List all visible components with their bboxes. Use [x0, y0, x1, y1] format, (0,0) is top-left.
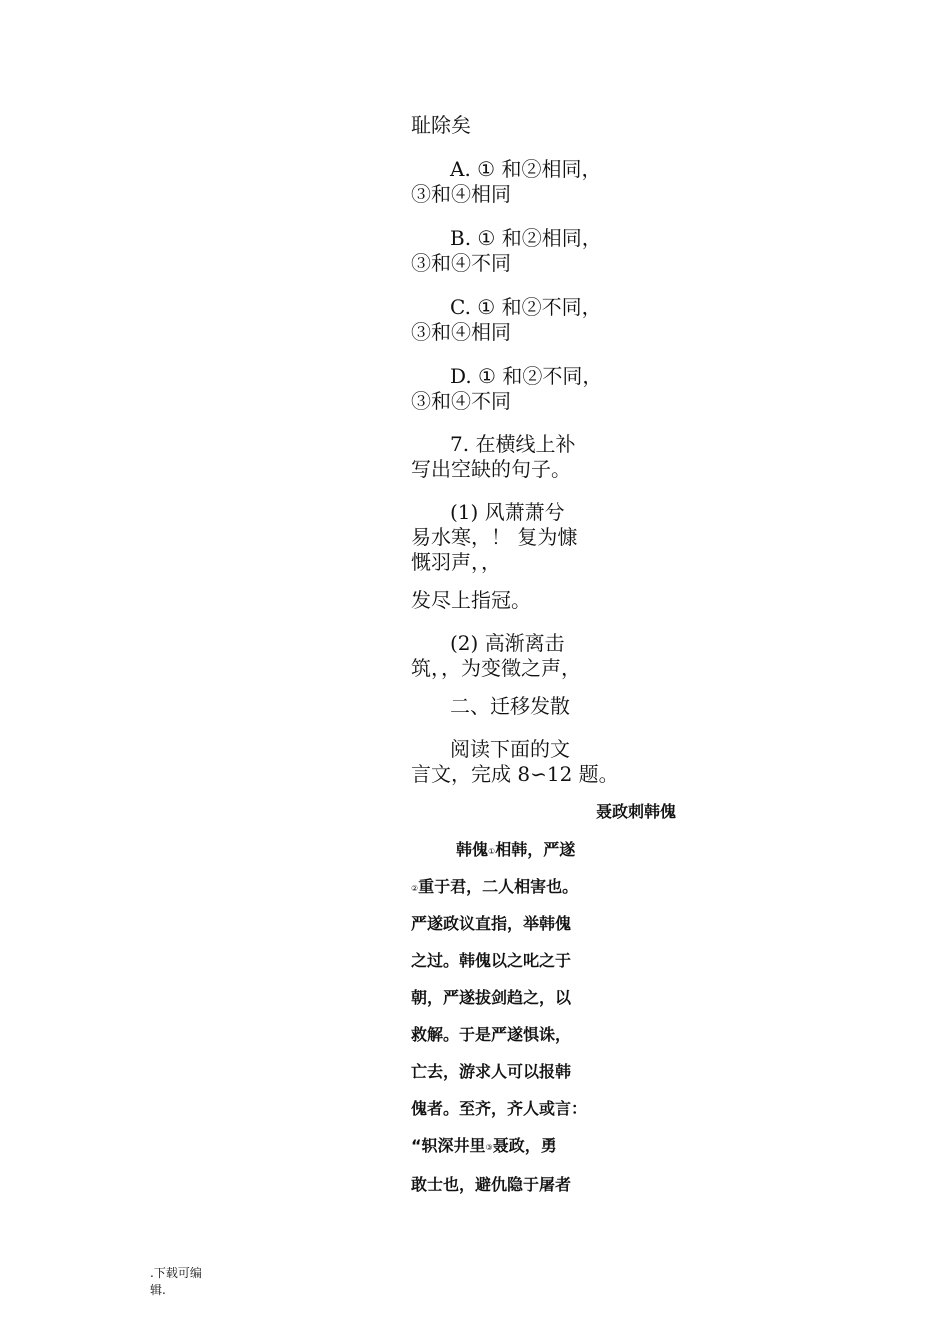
- passage-line: 韩傀①相韩，严遂: [456, 840, 576, 859]
- item-1-line3: 慨羽声，，: [411, 550, 501, 574]
- instruction-line1: 阅读下面的文: [450, 737, 570, 761]
- passage-line: 之过。韩傀以之叱之于: [411, 951, 572, 970]
- item-1-line1: (1) 风萧萧兮: [450, 500, 565, 524]
- footnote-marker: ③: [485, 1143, 493, 1152]
- passage-line: “轵深井里③聂政，勇: [411, 1136, 557, 1155]
- passage-line: 敢士也，避仇隐于屠者: [411, 1175, 572, 1194]
- passage-line: ②重于君，二人相害也。: [411, 877, 579, 896]
- footnote-marker: ①: [488, 847, 496, 856]
- option-b-line1: B. ① 和②相同，: [450, 226, 602, 250]
- passage-line: 严遂政议直指，举韩傀: [411, 914, 572, 933]
- option-b-line2: ③和④不同: [411, 251, 511, 275]
- instruction-line2: 言文，完成 8∽12 题。: [411, 762, 619, 786]
- option-c-line1: C. ① 和②不同，: [450, 295, 602, 319]
- footer-note-line1: .下载可编: [150, 1266, 202, 1280]
- passage-line: 救解。于是严遂惧诛，: [411, 1025, 572, 1044]
- footnote-marker: ②: [411, 884, 419, 893]
- item-2-line2: 筑，，为变徵之声，: [411, 656, 581, 680]
- item-1-line4: 发尽上指冠。: [411, 588, 531, 612]
- passage-line: 傀者。至齐，齐人或言：: [411, 1099, 588, 1118]
- footer-note-line2: 辑.: [150, 1283, 166, 1297]
- passage-line: 朝，严遂拔剑趋之，以: [411, 988, 572, 1007]
- passage-line: 亡去，游求人可以报韩: [411, 1062, 572, 1081]
- text-line: 耻除矣: [411, 113, 471, 137]
- option-d-line1: D. ① 和②不同，: [450, 364, 603, 388]
- question-7-line2: 写出空缺的句子。: [411, 457, 571, 481]
- passage-title: 聂政刺韩傀: [596, 802, 677, 821]
- option-a-line1: A. ① 和②相同，: [450, 157, 602, 181]
- option-d-line2: ③和④不同: [411, 389, 511, 413]
- option-a-line2: ③和④相同: [411, 182, 511, 206]
- option-c-line2: ③和④相同: [411, 320, 511, 344]
- item-2-line1: (2) 高渐离击: [450, 631, 565, 655]
- item-1-line2: 易水寒，！ 复为慷: [411, 525, 578, 549]
- section-heading: 二、迁移发散: [450, 694, 570, 718]
- question-7-line1: 7. 在横线上补: [450, 432, 576, 456]
